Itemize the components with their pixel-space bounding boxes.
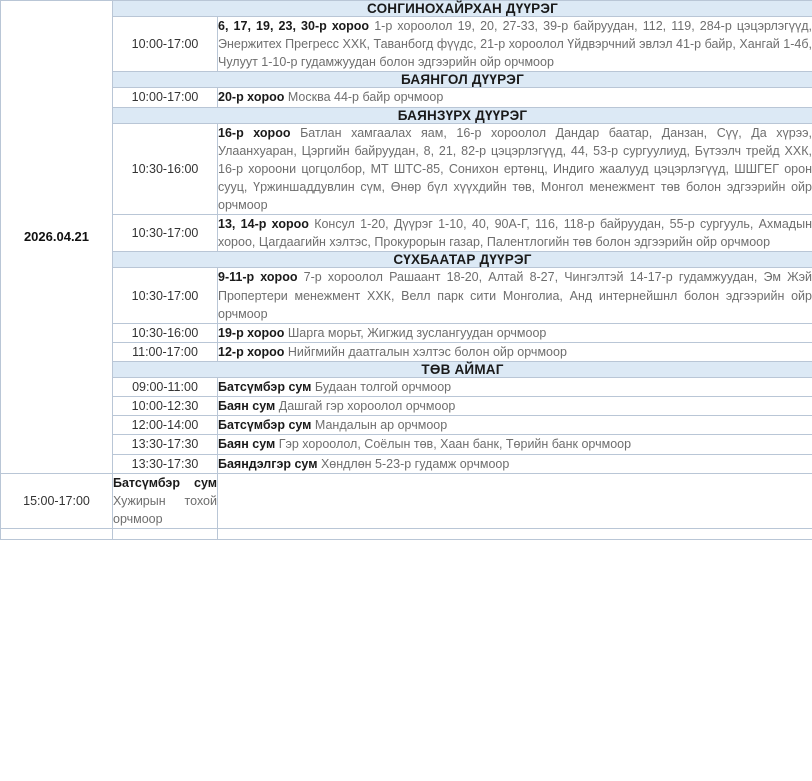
area-name: 9-11-р хороо: [218, 270, 298, 285]
table-row: [1, 416, 812, 435]
district-header: БАЯНГОЛ ДҮҮРЭГ: [113, 72, 812, 88]
table-row: [1, 252, 812, 268]
time-cell: 13:30-17:30: [113, 435, 218, 454]
area-name: Батсүмбэр сум: [218, 418, 312, 433]
description-cell: [218, 323, 812, 342]
table-row: [1, 107, 812, 123]
time-cell-partial: [113, 529, 218, 540]
description-cell: [218, 397, 812, 416]
table-row: [1, 362, 812, 378]
table-row: [1, 378, 812, 397]
district-header: СОНГИНОХАЙРХАН ДҮҮРЭГ: [113, 1, 812, 17]
time-cell: 10:00-12:30: [113, 397, 218, 416]
area-name: Баяндэлгэр сум: [218, 456, 318, 471]
area-name: 12-р хороо: [218, 344, 285, 359]
area-detail: Будаан толгой орчмоор: [314, 380, 452, 394]
area-name: Батсүмбэр сум: [113, 475, 217, 490]
area-name: 19-р хороо: [218, 325, 285, 340]
area-detail: Хужирын тохой орчмоор: [113, 493, 217, 526]
time-cell: 10:30-16:00: [113, 323, 218, 342]
area-detail: Гэр хороолол, Соёлын төв, Хаан банк, Төрийн банк орчмоор: [278, 437, 632, 452]
time-cell: 10:30-17:00: [113, 268, 218, 323]
district-header: СҮХБААТАР ДҮҮРЭГ: [113, 252, 812, 268]
area-detail: Дашгай гэр хороолол орчмоор: [278, 399, 456, 414]
description-cell: [218, 17, 812, 72]
table-row: [1, 72, 812, 88]
area-detail: Москва 44-р байр орчмоор: [287, 90, 444, 105]
table-row: [1, 473, 812, 528]
area-detail: Консул 1-20, Дүүрэг 1-10, 40, 90А-Г, 116, 118-р байруудан, 55-р сургууль, Ахмадын хороо, Цагдаагийн хэлтэс, Прокурорын газар, Палентлогийн төв болон эдгээрийн ойр орчмоор: [218, 217, 812, 250]
description-cell: [218, 215, 812, 252]
table-row: [1, 1, 812, 17]
description-cell: [218, 435, 812, 454]
time-cell: 10:30-16:00: [113, 123, 218, 215]
district-header: ТӨВ АЙМАГ: [113, 362, 812, 378]
time-cell: 12:00-14:00: [113, 416, 218, 435]
table-row: [1, 88, 812, 107]
description-cell: [218, 123, 812, 215]
description-cell: [218, 454, 812, 473]
table-row: [1, 268, 812, 323]
area-name: 16-р хороо: [218, 125, 291, 140]
area-detail: Мандалын ар орчмоор: [314, 418, 448, 433]
time-cell: 09:00-11:00: [113, 378, 218, 397]
area-name: Баян сум: [218, 399, 276, 414]
time-cell: 13:30-17:30: [113, 454, 218, 473]
description-cell: [218, 378, 812, 397]
area-name: 13, 14-р хороо: [218, 217, 309, 232]
time-cell: 10:30-17:00: [113, 215, 218, 252]
time-cell: 10:00-17:00: [113, 17, 218, 72]
time-cell: 15:00-17:00: [1, 473, 113, 528]
table-row: [1, 17, 812, 72]
area-name: 20-р хороо: [218, 90, 285, 105]
description-cell: [218, 88, 812, 107]
description-cell: [218, 416, 812, 435]
description-cell: [113, 473, 218, 528]
table-row: [1, 215, 812, 252]
area-detail: Нийгмийн даатгалын хэлтэс болон ойр орчмоор: [287, 344, 567, 359]
area-detail: Хөндлөн 5-23-р гудамж орчмоор: [320, 456, 510, 471]
table-row-partial: [1, 529, 812, 540]
description-cell: [218, 268, 812, 323]
area-detail: Шарга морьт, Жигжид зуслангуудан орчмоор: [287, 325, 547, 340]
table-row: [1, 123, 812, 215]
area-name: 6, 17, 19, 23, 30-р хороо: [218, 19, 370, 33]
description-cell-partial: [218, 529, 812, 540]
time-cell: 11:00-17:00: [113, 342, 218, 361]
area-name: Баян сум: [218, 437, 276, 452]
area-detail: Батлан хамгаалах яам, 16-р хороолол Дандар баатар, Данзан, Сүү, Да хүрээ, Улаанхуаран, Цэргийн байруудан, 8, 21, 82-р цэцэрлэгүүд, 44, 53-р сургуулиуд, Бүтээлч трейд ХХК, 16-р хороони цогцолбор, МТ ШТС-85, Сонихон ертөнц, Индиго жаалууд цэцэрлэгүүд, ШШГЕГ орон сууц, Үржиншаддувлин сүм, Өнөр бүл хүүхдийн төв, Монгол менежмент төв болон эдгээрийн ойр орчмоор: [218, 125, 812, 212]
date-cell: 2026.04.21: [1, 1, 113, 474]
table-row: [1, 435, 812, 454]
area-detail: 7-р хороолол Рашаант 18-20, Алтай 8-27, Чингэлтэй 14-17-р гудамжуудан, Эм Жэй Пропертери менежмент ХХК, Велл парк сити Монголиа, Анд интернейшнл болон эдгээрийн ойр орчмоор: [218, 270, 812, 321]
area-detail: 1-р хороолол 19, 20, 27-33, 39-р байруудан, 112, 119, 284-р цэцэрлэгүүд, Энержитех Прегресс ХХК, Таванбогд фүүдс, 21-р хороолол Үйдвэрчний эвлэл 41-р байр, Хангай 1-4б, Чулуут 1-10-р гудамжуудан болон эдгээрийн ойр орчмоор: [218, 19, 812, 70]
table-row: [1, 342, 812, 361]
time-cell: 10:00-17:00: [113, 88, 218, 107]
description-cell: [218, 342, 812, 361]
area-name: Батсүмбэр сум: [218, 380, 312, 394]
table-body: [1, 1, 812, 540]
table-row: [1, 454, 812, 473]
district-header: БАЯНЗҮРХ ДҮҮРЭГ: [113, 107, 812, 123]
table-row: [1, 323, 812, 342]
date-cell-continuation: [1, 529, 113, 540]
table-row: [1, 397, 812, 416]
